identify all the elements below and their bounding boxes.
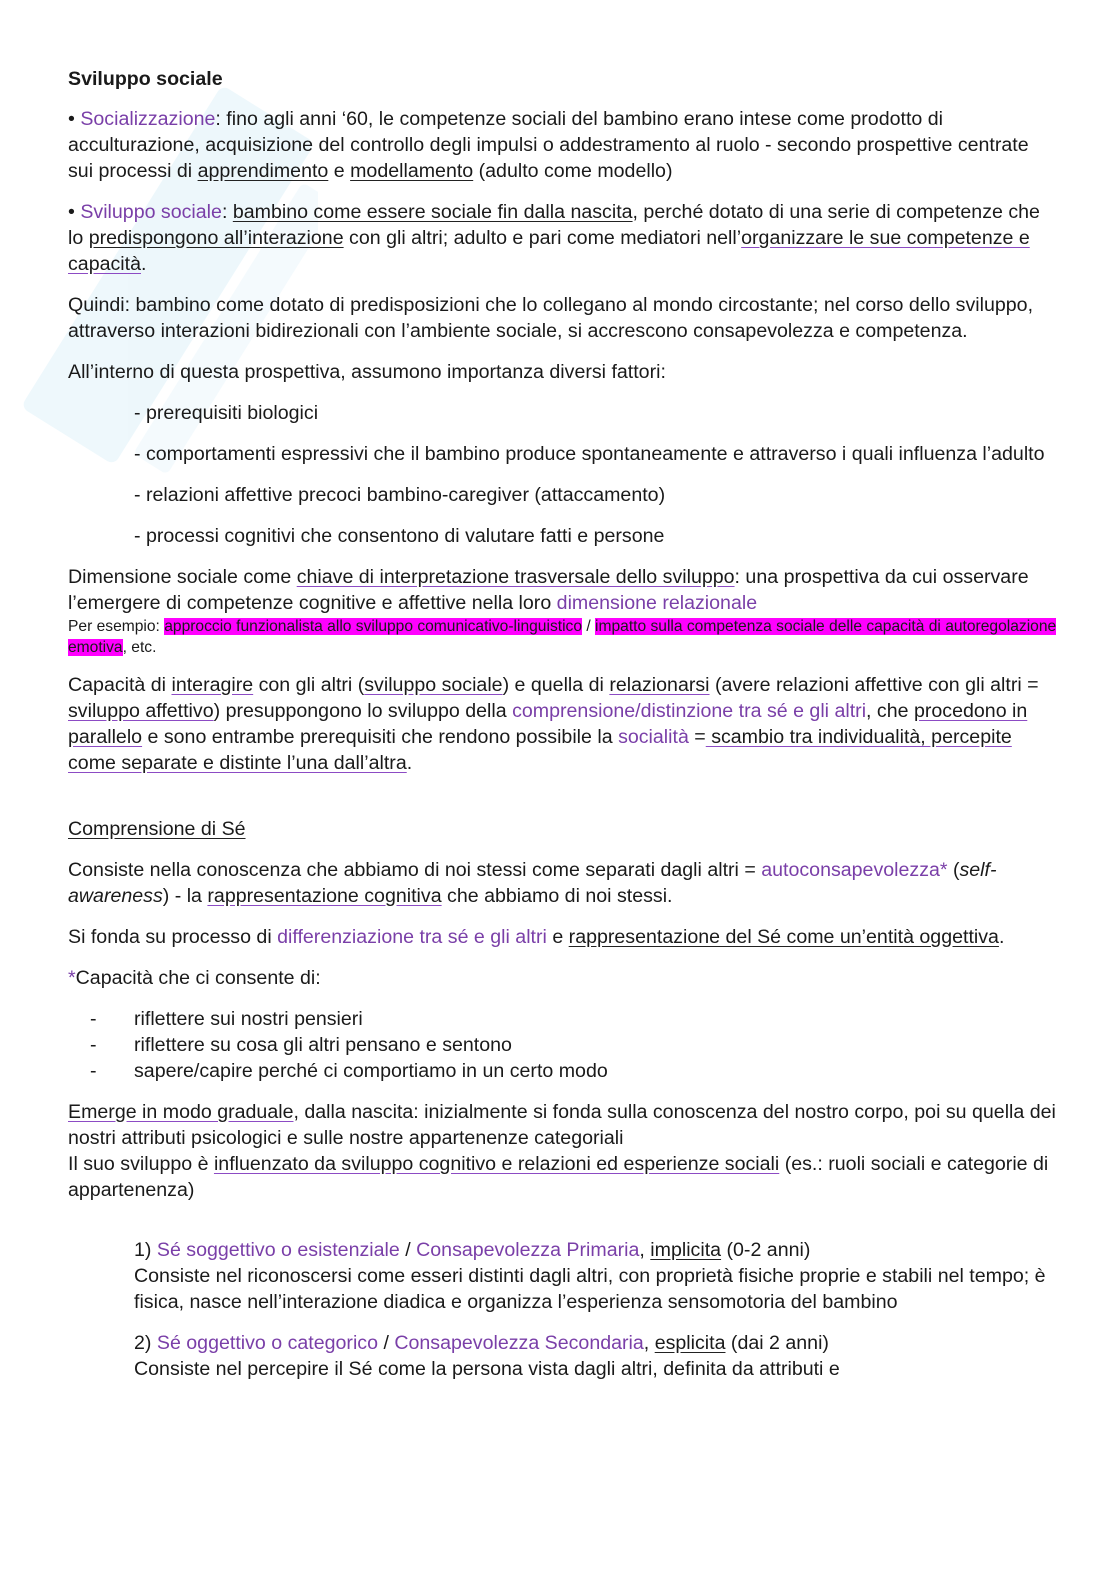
page-title: Sviluppo sociale	[68, 68, 223, 90]
paragraph-consiste	[68, 857, 1058, 909]
term-comprensione-distinzione: comprensione/distinzione tra sé e gli altri	[512, 700, 867, 722]
text: /	[378, 1332, 395, 1354]
text: .	[998, 926, 1005, 948]
underlined-apprendimento: apprendimento	[197, 160, 329, 182]
text: Per esempio:	[68, 618, 165, 635]
term-consapevolezza-secondaria: Consapevolezza Secondaria	[394, 1332, 644, 1354]
underlined-predispongono: predispongono all’interazione	[88, 227, 344, 249]
underlined-chiave: chiave di interpretazione trasversale dello sviluppo	[296, 566, 735, 588]
text: , etc.	[122, 639, 157, 656]
text: e	[328, 160, 351, 182]
highlight-approccio: approccio funzionalista allo sviluppo comunicativo-linguistico	[164, 618, 583, 635]
term-socialita: socialità	[618, 726, 689, 748]
text: sapere/capire perché ci comportiamo in un certo modo	[134, 1060, 608, 1082]
underlined-organizzare: organizzare le sue competenze e capacità	[68, 227, 1030, 275]
text: riflettere su cosa gli altri pensano e sentono	[134, 1034, 512, 1056]
text: Consiste nel percepire il Sé come la persona vista dagli altri, definita da attributi e	[134, 1358, 840, 1380]
paragraph-socializzazione	[68, 106, 1058, 184]
text: , che	[866, 700, 914, 722]
text: (es.: ruoli sociali e categorie di appartenenza)	[68, 1153, 1049, 1201]
text: e sono entrambe prerequisiti che rendono possibile la	[142, 726, 619, 748]
text: Consiste nella conoscenza che abbiamo di noi stessi come separati dagli altri =	[68, 859, 762, 881]
text: ) presuppongono lo sviluppo della	[213, 700, 513, 722]
paragraph-quindi: Quindi: bambino come dotato di predisposizioni che lo collegano al mondo circostante; nel corso dello sviluppo, attraverso interazioni bidirezionali con l’ambiente sociale, si accrescono consapevolezza e competenza.	[68, 294, 1034, 342]
factor-item: - relazioni affettive precoci bambino-caregiver (attaccamento)	[134, 484, 666, 506]
underlined-interagire: interagire	[171, 674, 254, 696]
document-body	[68, 66, 1058, 1397]
text: Il suo sviluppo è	[68, 1153, 214, 1175]
paragraph-capacita-intro	[68, 965, 1058, 991]
asterisk: *	[68, 967, 76, 989]
text: Consiste nel riconoscersi come esseri distinti dagli altri, con proprietà fisiche proprie e stabili nel tempo; è fisica, nasce nell’interazione diadica e organizza l’esperienza sensomotoria del bambino	[134, 1265, 1046, 1313]
text: .	[140, 253, 147, 275]
text: che abbiamo di noi stessi.	[441, 885, 673, 907]
factor-item: - prerequisiti biologici	[134, 402, 319, 424]
paragraph-emerge	[68, 1099, 1058, 1203]
text: :	[221, 201, 233, 223]
text: 2)	[134, 1332, 157, 1354]
list-item	[68, 1006, 1058, 1032]
text: ,	[643, 1332, 655, 1354]
underlined-relazionarsi: relazionarsi	[609, 674, 710, 696]
dash: -	[90, 1060, 97, 1082]
bullet: •	[68, 201, 75, 223]
text: e	[546, 926, 569, 948]
underlined-rappresentazione-se: rappresentazione del Sé come un’entità oggettiva	[568, 926, 999, 948]
paragraph-fattori-intro: All’interno di questa prospettiva, assumono importanza diversi fattori:	[68, 361, 666, 383]
text: (0-2 anni)	[721, 1239, 811, 1261]
text: Si fonda su processo di	[68, 926, 278, 948]
stage-1	[134, 1237, 1058, 1315]
paragraph-sviluppo-sociale	[68, 199, 1058, 277]
term-self-awareness: self-awareness	[68, 859, 997, 907]
text: Dimensione sociale come	[68, 566, 297, 588]
text: (avere relazioni affettive con gli altri =	[709, 674, 1039, 696]
text: Capacità di	[68, 674, 172, 696]
text: : una prospettiva da cui osservare l’emergere di competenze cognitive e affettive nella loro	[68, 566, 1029, 614]
text: 1)	[134, 1239, 157, 1261]
underlined-rappresentazione-cognitiva: rappresentazione cognitiva	[207, 885, 442, 907]
text: ,	[639, 1239, 651, 1261]
text: riflettere sui nostri pensieri	[134, 1008, 363, 1030]
term-se-soggettivo: Sé soggettivo o esistenziale	[156, 1239, 400, 1261]
text: ) - la	[162, 885, 208, 907]
text: ) e quella di	[502, 674, 610, 696]
highlight-impatto: impatto sulla competenza sociale delle capacità di autoregolazione emotiva	[68, 618, 1057, 656]
underlined-modellamento: modellamento	[350, 160, 474, 182]
text: con gli altri; adulto e pari come mediatori nell’	[343, 227, 742, 249]
text: =	[688, 726, 706, 748]
underlined-emerge: Emerge in modo graduale	[68, 1101, 294, 1123]
factor-item: - comportamenti espressivi che il bambino produce spontaneamente e attraverso i quali influenza l’adulto	[134, 443, 1045, 465]
text: , dalla nascita: inizialmente si fonda sulla conoscenza del nostro corpo, poi su quella dei nostri attributi psicologici e sulle nostre appartenenze categoriali	[68, 1101, 1056, 1149]
underlined-implicita: implicita	[650, 1239, 722, 1261]
example-note	[68, 616, 1058, 658]
list-item	[68, 1032, 1058, 1058]
paragraph-si-fonda	[68, 924, 1058, 950]
list-item	[68, 1058, 1058, 1084]
term-differenziazione: differenziazione tra sé e gli altri	[277, 926, 547, 948]
term-sviluppo-sociale: Sviluppo sociale	[80, 201, 222, 223]
dash: -	[90, 1034, 97, 1056]
text: .	[406, 752, 413, 774]
term-autoconsapevolezza: autoconsapevolezza*	[761, 859, 948, 881]
text: , perché dotato di una serie di competenze che lo	[68, 201, 1040, 249]
paragraph-dimensione-sociale	[68, 564, 1058, 616]
underlined-sviluppo-affettivo: sviluppo affettivo	[68, 700, 214, 722]
term-consapevolezza-primaria: Consapevolezza Primaria	[416, 1239, 640, 1261]
term-socializzazione: Socializzazione	[80, 108, 216, 130]
underlined-influenzato: influenzato da sviluppo cognitivo e relazioni ed esperienze sociali	[213, 1153, 780, 1175]
text: Capacità che ci consente di:	[75, 967, 321, 989]
capacity-list	[68, 1006, 1058, 1084]
term-se-oggettivo: Sé oggettivo o categorico	[156, 1332, 378, 1354]
text: : fino agli anni ‘60, le competenze sociali del bambino erano intese come prodotto di acculturazione, acquisizione del controllo degli impulsi o addestramento al ruolo - secondo prospettive centrate sui processi di	[68, 108, 1029, 182]
text: (dai 2 anni)	[725, 1332, 829, 1354]
underlined-bambino-sociale: bambino come essere sociale fin dalla nascita	[232, 201, 633, 223]
text: (	[947, 859, 960, 881]
underlined-sviluppo-sociale: sviluppo sociale	[364, 674, 503, 696]
stage-2	[134, 1330, 1058, 1382]
underlined-esplicita: esplicita	[654, 1332, 726, 1354]
section-heading-comprensione: Comprensione di Sé	[68, 818, 246, 840]
bullet: •	[68, 108, 75, 130]
dash: -	[90, 1008, 97, 1030]
underlined-procedono: procedono in parallelo	[68, 700, 1028, 748]
term-dimensione-relazionale: dimensione relazionale	[556, 592, 758, 614]
underlined-scambio: scambio tra individualità, percepite come separate e distinte l’una dall’altra	[68, 726, 1012, 774]
paragraph-capacita	[68, 672, 1058, 776]
factor-item: - processi cognitivi che consentono di valutare fatti e persone	[134, 525, 665, 547]
text: /	[582, 618, 596, 635]
text: /	[399, 1239, 417, 1261]
text: (adulto come modello)	[473, 160, 673, 182]
text: con gli altri (	[253, 674, 365, 696]
